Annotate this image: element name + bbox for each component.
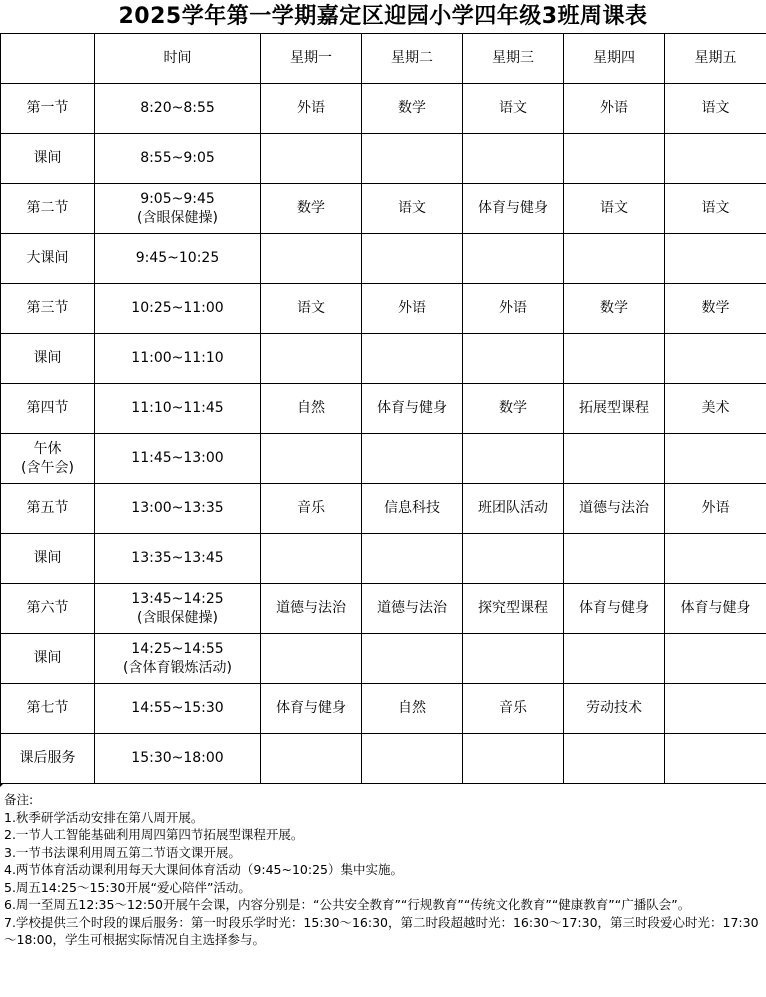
subject-cell [564, 234, 665, 284]
time-cell [95, 284, 261, 334]
period-cell [1, 484, 95, 534]
header-day-thursday: 星期四 [564, 34, 665, 84]
subject-cell: 体育与健身 [362, 384, 463, 434]
period-cell [1, 684, 95, 734]
subject-cell [665, 534, 766, 584]
time-range: 8:20~8:55 [140, 100, 215, 116]
schedule-row [1, 84, 766, 134]
period-label: 第一节 [26, 100, 69, 116]
page-title: 2025学年第一学期嘉定区迎园小学四年级3班周课表 [118, 4, 648, 29]
time-cell [95, 734, 261, 784]
schedule-row [1, 334, 766, 384]
time-range: 9:05~9:45 [140, 190, 215, 207]
note-item: 5.周五14:25～15:30开展“爱心陪伴”活动。 [4, 879, 251, 895]
time-cell [95, 484, 261, 534]
note-item: 4.两节体育活动课利用每天大课间体育活动（9:45~10:25）集中实施。 [4, 862, 403, 877]
corner-mark [0, 783, 4, 787]
subject-cell: 拓展型课程 [564, 384, 665, 434]
time-cell [95, 334, 261, 384]
period-label: 课间 [33, 350, 62, 366]
subject-cell [564, 534, 665, 584]
time-cell [95, 684, 261, 734]
subject-cell [564, 434, 665, 484]
subject-cell: 数学 [362, 84, 463, 134]
subject-cell [362, 334, 463, 384]
period-label: 第五节 [26, 500, 69, 516]
subject-cell [463, 334, 564, 384]
note-item: 2.一节人工智能基础利用周四第四节拓展型课程开展。 [4, 827, 304, 842]
subject-cell: 语文 [261, 284, 362, 334]
time-cell [95, 234, 261, 284]
subject-cell: 班团队活动 [463, 484, 564, 534]
note-item: 1.秋季研学活动安排在第八周开展。 [4, 809, 204, 825]
time-range: 13:45~14:25 [131, 590, 224, 607]
period-cell [1, 234, 95, 284]
period-note: (含午会) [21, 459, 74, 476]
header-day-monday: 星期一 [261, 34, 362, 84]
time-range: 11:45~13:00 [131, 450, 224, 466]
period-label: 课间 [33, 650, 62, 666]
time-range: 10:25~11:00 [131, 300, 224, 316]
schedule-body [1, 84, 766, 784]
subject-cell: 外语 [665, 484, 766, 534]
schedule-row [1, 734, 766, 784]
note-item: 7.学校提供三个时段的课后服务：第一时段乐学时光：15:30～16:30，第二时段超越时光：16:30～17:30，第三时段爱心时光：17:30～18:00，学生可根据实际情况自主选择参与。 [4, 914, 759, 947]
period-label: 课间 [33, 550, 62, 566]
time-range: 13:00~13:35 [131, 500, 224, 516]
subject-cell: 体育与健身 [463, 184, 564, 234]
time-note: (含体育锻炼活动) [123, 659, 232, 676]
time-range: 14:55~15:30 [131, 700, 224, 716]
subject-cell: 道德与法治 [362, 584, 463, 634]
subject-cell: 语文 [564, 184, 665, 234]
schedule-row [1, 584, 766, 634]
subject-cell: 数学 [564, 284, 665, 334]
subject-cell [463, 634, 564, 684]
subject-cell [261, 534, 362, 584]
time-cell [95, 384, 261, 434]
subject-cell [362, 134, 463, 184]
header-day-wednesday: 星期三 [463, 34, 564, 84]
schedule-row [1, 684, 766, 734]
header-day-tuesday: 星期二 [362, 34, 463, 84]
period-cell [1, 584, 95, 634]
period-label: 第四节 [26, 400, 69, 416]
subject-cell: 外语 [564, 84, 665, 134]
subject-cell: 语文 [362, 184, 463, 234]
subject-cell [665, 334, 766, 384]
schedule-row [1, 234, 766, 284]
period-label: 课间 [33, 150, 62, 166]
subject-cell [463, 734, 564, 784]
period-cell [1, 284, 95, 334]
subject-cell [261, 234, 362, 284]
subject-cell: 数学 [463, 384, 564, 434]
period-cell [1, 134, 95, 184]
subject-cell: 自然 [261, 384, 362, 434]
time-cell [95, 634, 261, 684]
period-cell [1, 334, 95, 384]
subject-cell [463, 434, 564, 484]
subject-cell: 语文 [463, 84, 564, 134]
subject-cell: 道德与法治 [261, 584, 362, 634]
schedule-row [1, 634, 766, 684]
period-label: 大课间 [26, 250, 69, 266]
time-range: 14:25~14:55 [131, 640, 224, 657]
subject-cell: 体育与健身 [261, 684, 362, 734]
schedule-row [1, 484, 766, 534]
period-cell [1, 434, 95, 484]
schedule-row [1, 434, 766, 484]
time-cell [95, 534, 261, 584]
notes-section [4, 791, 766, 949]
schedule-table [0, 33, 766, 784]
note-item: 6.周一至周五12:35～12:50开展午会课，内容分别是：“公共安全教育”“行规教育”“传统文化教育”“健康教育”“广播队会”。 [4, 897, 691, 912]
subject-cell: 外语 [463, 284, 564, 334]
subject-cell: 语文 [665, 84, 766, 134]
subject-cell [665, 434, 766, 484]
header-day-friday: 星期五 [665, 34, 766, 84]
subject-cell: 音乐 [463, 684, 564, 734]
notes-heading: 备注: [4, 792, 34, 807]
subject-cell [463, 534, 564, 584]
header-row [1, 34, 766, 84]
schedule-row [1, 134, 766, 184]
schedule-row [1, 534, 766, 584]
period-label: 第六节 [26, 600, 69, 616]
subject-cell: 体育与健身 [665, 584, 766, 634]
subject-cell: 自然 [362, 684, 463, 734]
subject-cell [665, 734, 766, 784]
subject-cell: 劳动技术 [564, 684, 665, 734]
subject-cell [463, 134, 564, 184]
period-label: 第七节 [26, 700, 69, 716]
subject-cell [564, 734, 665, 784]
subject-cell [564, 134, 665, 184]
subject-cell [564, 334, 665, 384]
time-range: 11:10~11:45 [131, 400, 224, 416]
subject-cell [261, 434, 362, 484]
time-range: 8:55~9:05 [140, 150, 215, 166]
subject-cell [261, 134, 362, 184]
subject-cell: 体育与健身 [564, 584, 665, 634]
header-corner [1, 34, 95, 84]
period-cell [1, 184, 95, 234]
subject-cell [362, 234, 463, 284]
period-cell [1, 384, 95, 434]
subject-cell: 道德与法治 [564, 484, 665, 534]
subject-cell [261, 334, 362, 384]
time-note: (含眼保健操) [137, 209, 218, 226]
subject-cell [665, 684, 766, 734]
subject-cell [463, 234, 564, 284]
schedule-row [1, 384, 766, 434]
subject-cell [362, 734, 463, 784]
time-range: 13:35~13:45 [131, 550, 224, 566]
period-label: 第二节 [26, 200, 69, 216]
subject-cell: 数学 [261, 184, 362, 234]
time-cell [95, 184, 261, 234]
period-cell [1, 534, 95, 584]
subject-cell [261, 734, 362, 784]
period-cell [1, 734, 95, 784]
schedule-row [1, 184, 766, 234]
time-cell [95, 84, 261, 134]
note-item: 3.一节书法课利用周五第二节语文课开展。 [4, 844, 241, 860]
time-cell [95, 134, 261, 184]
time-cell [95, 584, 261, 634]
period-cell [1, 84, 95, 134]
subject-cell: 探究型课程 [463, 584, 564, 634]
period-cell [1, 634, 95, 684]
schedule-row [1, 284, 766, 334]
subject-cell [362, 534, 463, 584]
subject-cell: 美术 [665, 384, 766, 434]
subject-cell [362, 434, 463, 484]
period-label: 第三节 [26, 300, 69, 316]
header-time: 时间 [95, 34, 261, 84]
subject-cell: 语文 [665, 184, 766, 234]
subject-cell: 外语 [261, 84, 362, 134]
subject-cell [665, 234, 766, 284]
subject-cell [564, 634, 665, 684]
period-label: 课后服务 [19, 750, 76, 766]
time-note: (含眼保健操) [137, 609, 218, 626]
subject-cell [362, 634, 463, 684]
subject-cell: 音乐 [261, 484, 362, 534]
time-cell [95, 434, 261, 484]
subject-cell [665, 634, 766, 684]
subject-cell [665, 134, 766, 184]
subject-cell: 信息科技 [362, 484, 463, 534]
subject-cell: 数学 [665, 284, 766, 334]
period-label: 午休 [33, 440, 62, 457]
time-range: 15:30~18:00 [131, 750, 224, 766]
subject-cell: 外语 [362, 284, 463, 334]
time-range: 11:00~11:10 [131, 350, 224, 366]
subject-cell [261, 634, 362, 684]
time-range: 9:45~10:25 [135, 250, 220, 266]
